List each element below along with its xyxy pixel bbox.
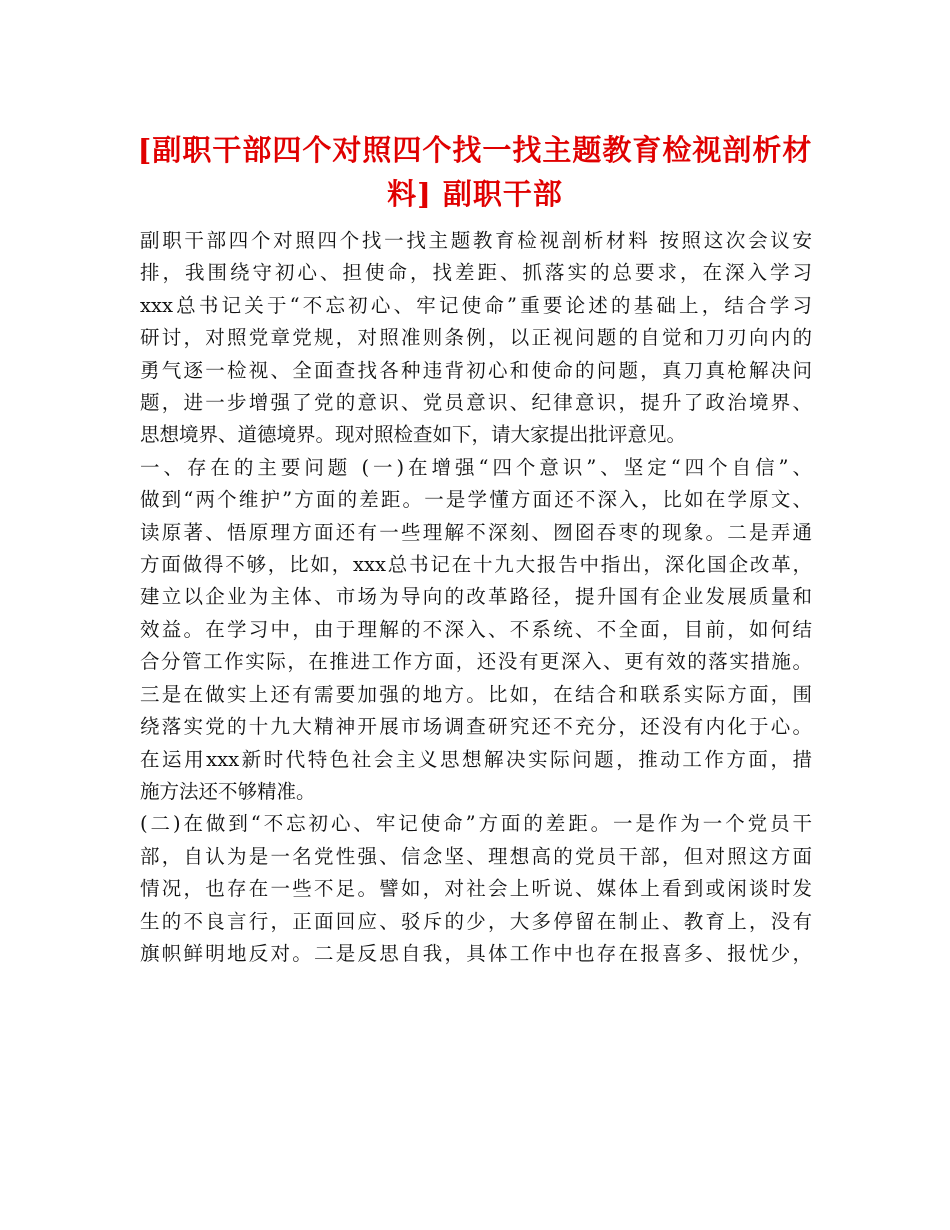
body-line: 做到“两个维护”方面的差距。一是学懂方面还不深入，比如在学原文、 [140,488,812,512]
document-title [130,128,820,216]
title-line: 料] 副职干部 [387,177,563,211]
body-line: 效益。在学习中，由于理解的不深入、不系统、不全面，目前，如何结 [140,617,812,641]
body-line: xxx总书记关于“不忘初心、牢记使命”重要论述的基础上，结合学习 [140,293,812,317]
body-line: 绕落实党的十九大精神开展市场调查研究还不充分，还没有内化于心。 [140,715,812,739]
body-line: 三是在做实上还有需要加强的地方。比如，在结合和联系实际方面，围 [140,682,812,706]
body-line: 研讨，对照党章党规，对照准则条例，以正视问题的自觉和刀刃向内的 [140,326,812,350]
body-line: 方面做得不够，比如，xxx总书记在十九大报告中指出，深化国企改革， [140,553,812,577]
body-line: 题，进一步增强了党的意识、党员意识、纪律意识，提升了政治境界、 [140,391,812,415]
body-line: 施方法还不够精准。 [140,779,316,803]
body-line: 旗帜鲜明地反对。二是反思自我，具体工作中也存在报喜多、报忧少， [140,941,812,965]
body-line: 思想境界、道德境界。现对照检查如下，请大家提出批评意见。 [140,423,687,447]
body-line: (二)在做到“不忘初心、牢记使命”方面的差距。一是作为一个党员干 [140,812,812,836]
body-line: 一、存在的主要问题 (一)在增强“四个意识”、坚定“四个自信”、 [140,455,812,479]
body-line: 建立以企业为主体、市场为导向的改革路径，提升国有企业发展质量和 [140,585,812,609]
body-line: 副职干部四个对照四个找一找主题教育检视剖析材料 按照这次会议安 [140,229,812,252]
body-line: 排，我围绕守初心、担使命，找差距、抓落实的总要求，在深入学习 [140,261,812,285]
body-line: 部，自认为是一名党性强、信念坚、理想高的党员干部，但对照这方面 [140,844,812,868]
body-line: 合分管工作实际，在推进工作方面，还没有更深入、更有效的落实措施。 [140,650,812,674]
body-line: 勇气逐一检视、全面查找各种违背初心和使命的问题，真刀真枪解决问 [140,358,812,382]
body-line: 在运用xxx新时代特色社会主义思想解决实际问题，推动工作方面，措 [140,747,812,771]
body-line: 生的不良言行，正面回应、驳斥的少，大多停留在制止、教育上，没有 [140,909,812,933]
title-line: [副职干部四个对照四个找一找主题教育检视剖析材 [137,133,813,167]
body-line: 读原著、悟原理方面还有一些理解不深刻、囫囵吞枣的现象。二是弄通 [140,520,812,544]
body-line: 情况，也存在一些不足。譬如，对社会上听说、媒体上看到或闲谈时发 [140,877,812,901]
document-body [140,225,812,970]
